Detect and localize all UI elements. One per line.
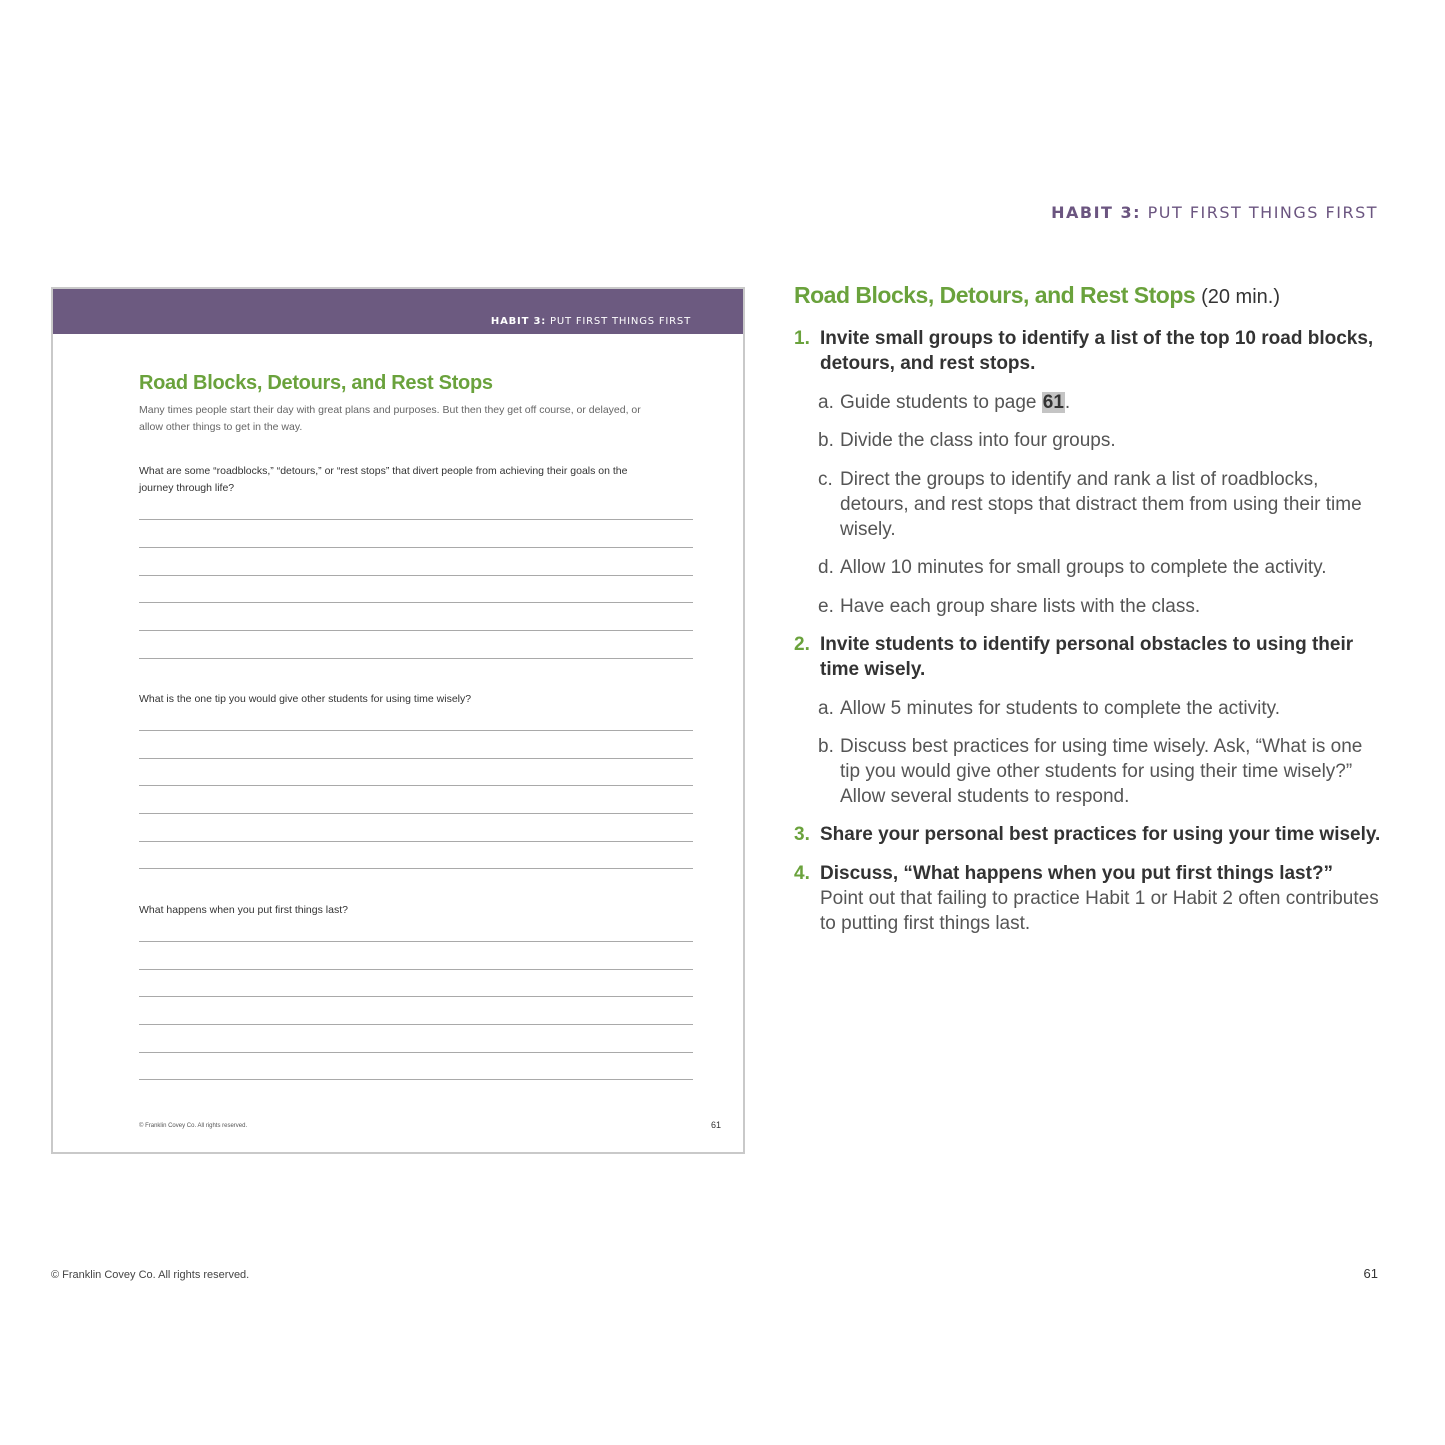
step-3 [794, 822, 1384, 847]
step-1-sub-b [818, 428, 1384, 453]
page-reference-highlight: 61 [1042, 392, 1064, 413]
step-number: 2. [794, 634, 810, 655]
answer-line [139, 630, 693, 631]
step-text: Invite students to identify personal obstacles to using their time wisely. [820, 634, 1354, 680]
answer-line [139, 1079, 693, 1080]
page-number: 61 [1363, 1266, 1378, 1281]
answer-line [139, 602, 693, 603]
sub-text [840, 390, 1384, 415]
sub-text: Allow 5 minutes for students to complete the activity. [840, 698, 1281, 719]
answer-line [139, 1052, 693, 1053]
step-plain-text: Point out that failing to practice Habit 1 or Habit 2 often contributes to putting first things last. [820, 888, 1379, 934]
answer-line [139, 519, 693, 520]
step-text: Invite small groups to identify a list of the top 10 road blocks, detours, and rest stops. [820, 328, 1374, 374]
answer-line [139, 547, 693, 548]
step-1-sub-a [818, 390, 1384, 415]
answer-line [139, 730, 693, 731]
step-2-sub-a [818, 696, 1384, 721]
lesson-title-text: Road Blocks, Detours, and Rest Stops [794, 282, 1196, 308]
step-2-sub-b [818, 734, 1384, 809]
worksheet-habit-title: PUT FIRST THINGS FIRST [550, 316, 691, 327]
answer-line [139, 996, 693, 997]
answer-line [139, 969, 693, 970]
worksheet-header-band [53, 289, 743, 334]
sub-text-after: . [1064, 392, 1071, 413]
page-header [1040, 203, 1378, 222]
answer-line [139, 868, 693, 869]
worksheet-copyright: © Franklin Covey Co. All rights reserved. [139, 1123, 248, 1129]
sub-letter: a. [818, 698, 834, 719]
answer-line [139, 941, 693, 942]
header-habit-title: PUT FIRST THINGS FIRST [1147, 203, 1378, 222]
answer-line [139, 575, 693, 576]
worksheet-question-1: What are some “roadblocks,” “detours,” or “rest stops” that divert people from achieving their goals on the journey through life? [139, 465, 628, 494]
step-1-sub-e [818, 594, 1384, 619]
worksheet-question-3: What happens when you put first things last? [139, 904, 348, 916]
step-text: Share your personal best practices for using your time wisely. [820, 824, 1381, 845]
worksheet-intro: Many times people start their day with great plans and purposes. But then they get off course, or delayed, or allow other things to get in the way. [139, 404, 641, 433]
answer-line [139, 1024, 693, 1025]
step-2 [794, 632, 1384, 682]
step-1-sub-d [818, 555, 1384, 580]
step-4 [794, 861, 1384, 936]
worksheet-habit-label: HABIT 3: [490, 316, 547, 327]
step-1-sub-c [818, 467, 1384, 542]
answer-line [139, 758, 693, 759]
step-number: 4. [794, 863, 810, 884]
sub-letter: c. [818, 469, 833, 490]
sub-text-before: Guide students to page [840, 392, 1042, 413]
step-number: 3. [794, 824, 810, 845]
answer-line [139, 813, 693, 814]
step-text [820, 861, 1384, 936]
sub-text: Allow 10 minutes for small groups to complete the activity. [840, 557, 1327, 578]
sub-text: Direct the groups to identify and rank a list of roadblocks, detours, and rest stops that distract them from using their time wisely. [840, 469, 1362, 540]
step-number: 1. [794, 328, 810, 349]
sub-text: Divide the class into four groups. [840, 430, 1116, 451]
worksheet-question-2: What is the one tip you would give other students for using time wisely? [139, 693, 472, 705]
lesson-duration: (20 min.) [1201, 286, 1280, 308]
page-copyright: © Franklin Covey Co. All rights reserved. [51, 1269, 250, 1281]
sub-text: Have each group share lists with the class. [840, 596, 1201, 617]
lesson-title [794, 282, 1280, 309]
sub-text: Discuss best practices for using time wisely. Ask, “What is one tip you would give other students for using their time wisely?” Allow several students to respond. [840, 736, 1363, 807]
sub-letter: e. [818, 596, 834, 617]
worksheet-thumbnail [51, 287, 745, 1154]
answer-line [139, 841, 693, 842]
worksheet-page-number: 61 [711, 1120, 722, 1130]
sub-letter: d. [818, 557, 834, 578]
step-bold-text: Discuss, “What happens when you put first things last?” [820, 863, 1334, 884]
worksheet-band-text [491, 316, 691, 327]
sub-letter: b. [818, 430, 834, 451]
sub-letter: b. [818, 736, 834, 757]
sub-letter: a. [818, 392, 834, 413]
header-habit-label: HABIT 3: [1051, 203, 1142, 222]
answer-line [139, 785, 693, 786]
step-1 [794, 326, 1384, 376]
answer-line [139, 658, 693, 659]
worksheet-title: Road Blocks, Detours, and Rest Stops [139, 372, 493, 394]
